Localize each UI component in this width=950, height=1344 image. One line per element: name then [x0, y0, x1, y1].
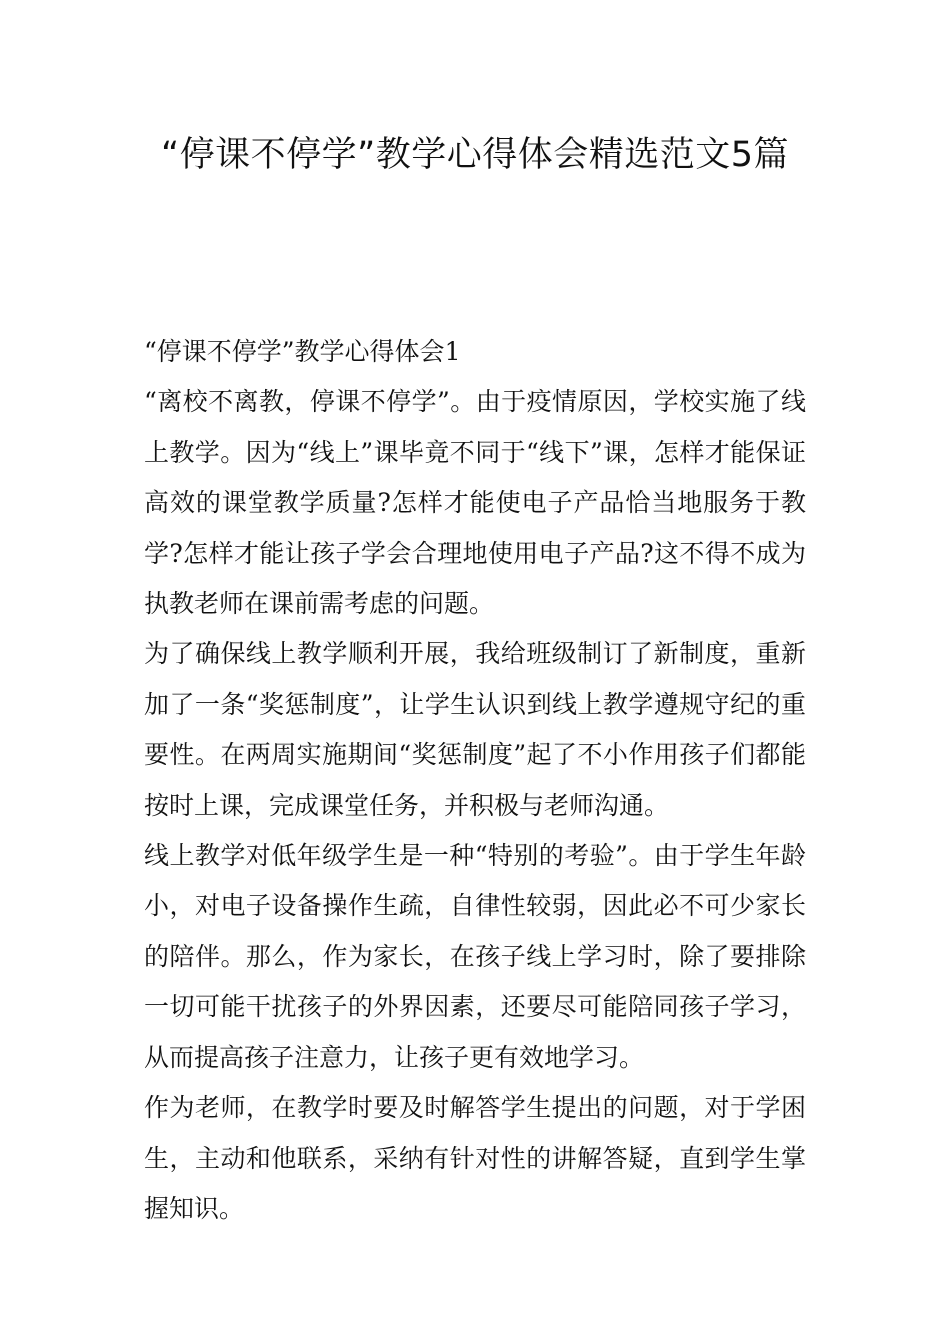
document-title: “停课不停学”教学心得体会精选范文5篇	[160, 135, 790, 175]
paragraph-3: 线上教学对低年级学生是一种“特别的考验”。由于学生年龄小，对电子设备操作生疏，自律性较弱，因此必不可少家长的陪伴。那么，作为家长，在孩子线上学习时，除了要排除一切可能干扰孩子的外界因素，还要尽可能陪同孩子学习，从而提高孩子注意力，让孩子更有效地学习。	[144, 841, 806, 1072]
paragraph-1: “离校不离教，停课不停学”。由于疫情原因，学校实施了线上教学。因为“线上”课毕竟不同于“线下”课，怎样才能保证高效的课堂教学质量?怎样才能使电子产品恰当地服务于教学?怎样才能让孩子学会合理地使用电子产品?这不得不成为执教老师在课前需考虑的问题。	[144, 387, 806, 619]
document-body	[144, 327, 806, 1234]
section-heading: “停课不停学”教学心得体会1	[144, 337, 461, 366]
paragraph-4: 作为老师，在教学时要及时解答学生提出的问题，对于学困生，主动和他联系，采纳有针对性的讲解答疑，直到学生掌握知识。	[144, 1093, 806, 1223]
paragraph-2: 为了确保线上教学顺利开展，我给班级制订了新制度，重新加了一条“奖惩制度”，让学生认识到线上教学遵规守纪的重要性。在两周实施期间“奖惩制度”起了不小作用孩子们都能按时上课，完成课堂任务，并积极与老师沟通。	[144, 639, 806, 820]
